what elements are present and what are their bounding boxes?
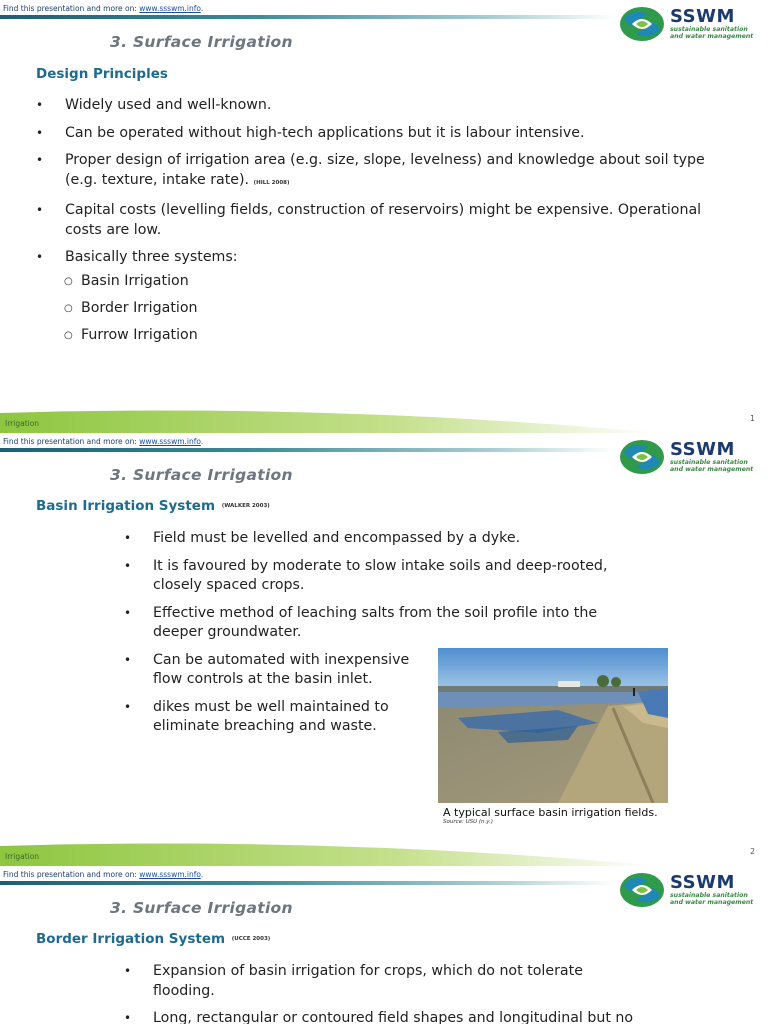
sswm-logo (618, 437, 768, 479)
slide-title: 3. Surface Irrigation (110, 466, 293, 484)
bullet-item: • Capital costs (levelling fields, construction of reservoirs) might be expensive. Operational costs are low. (36, 202, 702, 238)
photo-source: Source: USU (n.y.) (443, 819, 494, 825)
slide-subtitle: Basin Irrigation System (WALKER 2003) (36, 498, 270, 514)
find-presentation-text: Find this presentation and more on: www.ssswm.info. (3, 4, 204, 13)
logo-wordmark: SSWM (670, 439, 735, 460)
sswm-logo-icon (618, 437, 666, 477)
sub-bullet-item: ○ Basin Irrigation (64, 273, 189, 289)
citation: (UCCE 2003) (231, 936, 271, 942)
sub-bullet-item: ○ Border Irrigation (64, 300, 198, 316)
slide-subtitle: Design Principles (36, 66, 168, 82)
sub-bullet-item: ○ Furrow Irrigation (64, 327, 198, 343)
sswm-link[interactable]: www.ssswm.info (139, 4, 201, 13)
bullet-item: • Field must be levelled and encompassed by a dyke. (124, 530, 521, 546)
slide-subtitle: Border Irrigation System (UCCE 2003) (36, 931, 271, 947)
bullet-item: • Basically three systems: (36, 249, 238, 265)
page-number: 1 (750, 414, 756, 423)
sswm-logo-icon (618, 870, 666, 910)
sswm-link[interactable]: www.ssswm.info (139, 870, 201, 879)
logo-tagline: sustainable sanitation and water management (670, 26, 754, 40)
header-rule (0, 448, 615, 452)
bullet-item: • Can be operated without high-tech applications but it is labour intensive. (36, 124, 585, 141)
bullet-item: • Expansion of basin irrigation for crops, which do not tolerate flooding. (124, 963, 583, 999)
logo-tagline: sustainable sanitation and water management (670, 459, 754, 473)
slide-3 (0, 866, 768, 1024)
header-rule (0, 15, 615, 19)
footer-label: Irrigation (5, 852, 40, 861)
sswm-logo-icon (618, 4, 666, 44)
footer-label: Irrigation (5, 419, 40, 428)
sswm-link[interactable]: www.ssswm.info (139, 437, 201, 446)
footer-band (0, 840, 660, 866)
bullet-item: • Proper design of irrigation area (e.g. size, slope, levelness) and knowledge about soil type (e.g. texture, intake rate). (HILL 2008) (36, 152, 705, 188)
bullet-item: • Effective method of leaching salts from the soil profile into the deeper groundwater. (124, 604, 598, 640)
sswm-logo (618, 870, 768, 912)
bullet-item: • Widely used and well-known. (36, 97, 272, 113)
bullet-item: • Can be automated with inexpensive flow controls at the basin inlet. (124, 651, 410, 687)
bullet-item: • It is favoured by moderate to slow intake soils and deep-rooted, closely spaced crops. (124, 557, 608, 593)
citation: (HILL 2008) (253, 179, 290, 186)
basin-irrigation-photo (438, 648, 668, 803)
slide-title: 3. Surface Irrigation (110, 899, 293, 917)
logo-wordmark: SSWM (670, 872, 735, 893)
bullet-list (124, 962, 644, 1024)
bullet-item: • dikes must be well maintained to eliminate breaching and waste. (124, 698, 389, 734)
slide-1 (0, 0, 768, 433)
bullet-item: • Long, rectangular or contoured field shapes and longitudinal but no (124, 1010, 634, 1024)
sswm-logo (618, 4, 768, 46)
header-rule (0, 881, 615, 885)
page-number: 2 (750, 847, 756, 856)
photo-caption: A typical surface basin irrigation fields. (443, 806, 658, 819)
citation: (WALKER 2003) (221, 503, 270, 509)
slide-title: 3. Surface Irrigation (110, 33, 293, 51)
bullet-list (36, 96, 736, 276)
find-presentation-text: Find this presentation and more on: www.ssswm.info. (3, 870, 204, 879)
find-presentation-text: Find this presentation and more on: www.ssswm.info. (3, 437, 204, 446)
sub-bullet-list (64, 272, 464, 353)
slide-2 (0, 433, 768, 866)
footer-band (0, 407, 660, 433)
logo-wordmark: SSWM (670, 6, 735, 27)
logo-tagline: sustainable sanitation and water management (670, 892, 754, 906)
